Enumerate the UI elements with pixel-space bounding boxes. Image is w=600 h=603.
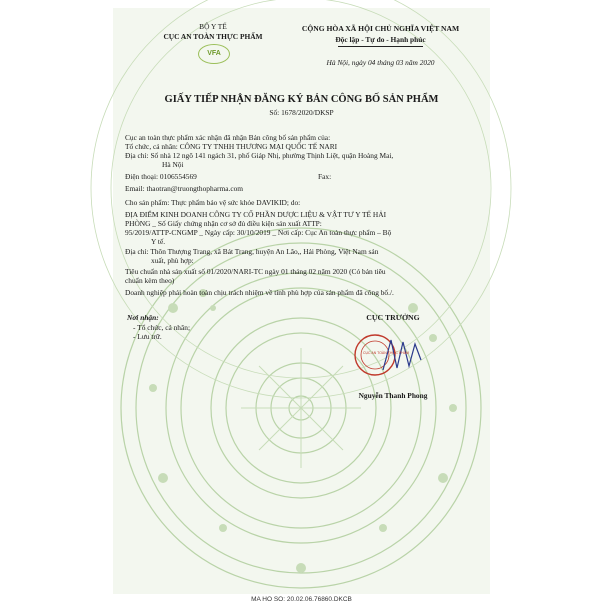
- document-title: GIẤY TIẾP NHẬN ĐĂNG KÝ BẢN CÔNG BỐ SẢN PHẨM: [164, 94, 439, 105]
- phone: Điện thoại: 0106554569: [125, 172, 197, 181]
- intro-text: Cục an toàn thực phẩm xác nhận đã nhận Bản công bố sản phẩm của:: [125, 133, 331, 142]
- country-name: CỘNG HÒA XÃ HỘI CHỦ NGHĨA VIỆT NAM: [301, 24, 460, 33]
- certificate-document: [113, 8, 490, 603]
- manufacturer-address2: xuất, phù hợp:: [151, 256, 194, 265]
- responsibility: Doanh nghiệp phải hoàn toàn chịu trách nhiệm về tính phù hợp của sản phẩm đã công bố./.: [125, 288, 394, 297]
- standard-line2: chuẩn kèm theo): [125, 276, 175, 285]
- product: Cho sản phẩm: Thực phẩm bảo vệ sức khỏe DAVIKID; do:: [125, 198, 301, 207]
- ministry-name: BỘ Y TẾ: [199, 22, 227, 31]
- manufacturer-line3: 95/2019/ATTP-CNGMP _ Ngày cấp: 30/10/2019 _ Nơi cấp: Cục An toàn thực phẩm – Bộ: [125, 228, 392, 237]
- recipient-item: - Tổ chức, cá nhân;: [133, 323, 191, 332]
- org-address-line2: Hà Nội: [162, 160, 184, 169]
- manufacturer-line2: PHÒNG _ Số Giấy chứng nhận cơ sở đủ điều kiện sản xuất ATTP:: [125, 219, 322, 228]
- place-date: Hà Nội, ngày 04 tháng 03 năm 2020: [326, 58, 435, 67]
- department-name: CỤC AN TOÀN THỰC PHẨM: [163, 32, 263, 41]
- signer-role: CỤC TRƯỞNG: [366, 313, 420, 322]
- organization: Tổ chức, cá nhân: CÔNG TY TNHH THƯƠNG MẠI QUỐC TẾ NARI: [125, 142, 338, 151]
- official-stamp: [353, 330, 429, 380]
- motto-underline: [338, 46, 423, 47]
- manufacturer-line1: ĐỊA ĐIỂM KINH DOANH CÔNG TY CỔ PHẦN DƯỢC LIỆU & VẬT TƯ Y TẾ HẢI: [125, 210, 387, 219]
- manufacturer-line4: Y tế.: [151, 237, 166, 246]
- recipient-item: - Lưu trữ.: [133, 332, 162, 341]
- document-number: Số: 1678/2020/DKSP: [269, 108, 334, 117]
- org-address-line1: Địa chỉ: Số nhà 12 ngõ 141 ngách 31, phố Giáp Nhị, phường Thịnh Liệt, quận Hoàng Mai,: [125, 151, 394, 160]
- vfa-logo: VFA: [198, 44, 230, 64]
- email: Email: thaotran@truongthopharma.com: [125, 184, 244, 193]
- signer-name: Nguyễn Thanh Phong: [358, 391, 428, 400]
- stamp-text: CỤC AN TOÀN THỰC PHẨM: [363, 351, 409, 355]
- dossier-code: MA HO SO: 20.02.06.76860.DKCB: [251, 596, 352, 603]
- national-motto: Độc lập - Tự do - Hạnh phúc: [335, 35, 426, 44]
- manufacturer-address1: Địa chỉ: Thôn Thượng Trang, xã Bát Trang, huyện An Lão,, Hải Phòng, Việt Nam sản: [125, 247, 379, 256]
- recipients-title: Nơi nhận:: [127, 313, 159, 322]
- fax: Fax:: [318, 172, 332, 181]
- standard-line1: Tiêu chuẩn nhà sản xuất số 01/2020/NARI-TC ngày 01 tháng 02 năm 2020 (Có bản tiêu: [125, 267, 386, 276]
